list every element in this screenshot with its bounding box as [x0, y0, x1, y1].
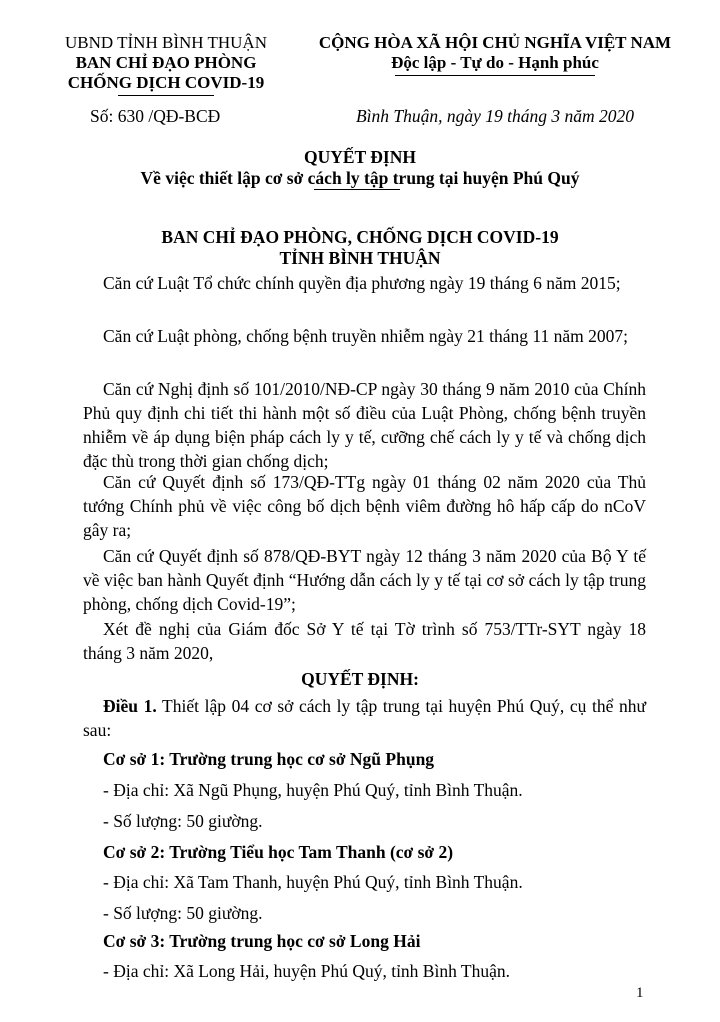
facility-2-address: - Địa chỉ: Xã Tam Thanh, huyện Phú Quý, tỉnh Bình Thuận.: [103, 872, 523, 892]
decision-heading: QUYẾT ĐỊNH:: [301, 669, 419, 689]
legal-basis-1: Căn cứ Luật Tổ chức chính quyền địa phương ngày 19 tháng 6 năm 2015;: [103, 273, 621, 293]
document-type: QUYẾT ĐỊNH: [304, 147, 416, 167]
agency-line-1: UBND TỈNH BÌNH THUẬN: [65, 33, 267, 52]
document-number: Số: 630 /QĐ-BCĐ: [90, 106, 221, 126]
legal-basis-2: Căn cứ Luật phòng, chống bệnh truyền nhiễm ngày 21 tháng 11 năm 2007;: [103, 326, 628, 346]
facility-1-address: - Địa chỉ: Xã Ngũ Phụng, huyện Phú Quý, tỉnh Bình Thuận.: [103, 780, 523, 800]
facility-3-name: Cơ sở 3: Trường trung học cơ sở Long Hải: [103, 931, 421, 951]
article-1: [83, 694, 646, 742]
agency-line-2: BAN CHỈ ĐẠO PHÒNG: [75, 53, 257, 72]
nation-motto: Độc lập - Tự do - Hạnh phúc: [391, 53, 599, 72]
legal-basis-5: Căn cứ Quyết định số 878/QĐ-BYT ngày 12 tháng 3 năm 2020 của Bộ Y tế về việc ban hành Quyết định “Hướng dẫn cách ly y tế tại cơ sở cách ly tập trung phòng, chống dịch Covid-19”;: [83, 546, 646, 614]
authority-line-1: BAN CHỈ ĐẠO PHÒNG, CHỐNG DỊCH COVID-19: [161, 227, 559, 247]
subject-underline: [314, 189, 400, 190]
nation-line-1: CỘNG HÒA XÃ HỘI CHỦ NGHĨA VIỆT NAM: [318, 33, 672, 52]
motto-underline: [395, 75, 595, 76]
legal-basis-3: Căn cứ Nghị định số 101/2010/NĐ-CP ngày 30 tháng 9 năm 2010 của Chính Phủ quy định chi tiết thi hành một số điều của Luật Phòng, chống bệnh truyền nhiễm về áp dụng biện pháp cách ly y tế, cưỡng chế cách ly y tế và chống dịch đặc thù trong thời gian chống dịch;: [83, 379, 646, 471]
agency-underline: [118, 95, 214, 96]
facility-2-capacity: - Số lượng: 50 giường.: [103, 903, 263, 923]
authority-line-2: TỈNH BÌNH THUẬN: [279, 248, 441, 268]
document-subject: Về việc thiết lập cơ sở cách ly tập trung tại huyện Phú Quý: [140, 168, 580, 188]
article-1-text: Thiết lập 04 cơ sở cách ly tập trung tại huyện Phú Quý, cụ thể như sau:: [83, 696, 647, 740]
article-1-label: Điều 1.: [103, 696, 157, 716]
facility-1-capacity: - Số lượng: 50 giường.: [103, 811, 263, 831]
page-number: 1: [636, 985, 644, 1001]
place-date: Bình Thuận, ngày 19 tháng 3 năm 2020: [355, 106, 635, 126]
facility-1-name: Cơ sở 1: Trường trung học cơ sở Ngũ Phụng: [103, 749, 435, 769]
facility-2-name: Cơ sở 2: Trường Tiểu học Tam Thanh (cơ sở 2): [103, 842, 454, 862]
legal-basis-4: Căn cứ Quyết định số 173/QĐ-TTg ngày 01 tháng 02 năm 2020 của Thủ tướng Chính phủ về việc công bố dịch bệnh viêm đường hô hấp cấp do nCoV gây ra;: [83, 472, 646, 540]
facility-3-address: - Địa chỉ: Xã Long Hải, huyện Phú Quý, tỉnh Bình Thuận.: [103, 961, 510, 981]
agency-line-3: CHỐNG DỊCH COVID-19: [67, 73, 265, 92]
proposal: Xét đề nghị của Giám đốc Sở Y tế tại Tờ trình số 753/TTr-SYT ngày 18 tháng 3 năm 2020,: [83, 619, 646, 663]
